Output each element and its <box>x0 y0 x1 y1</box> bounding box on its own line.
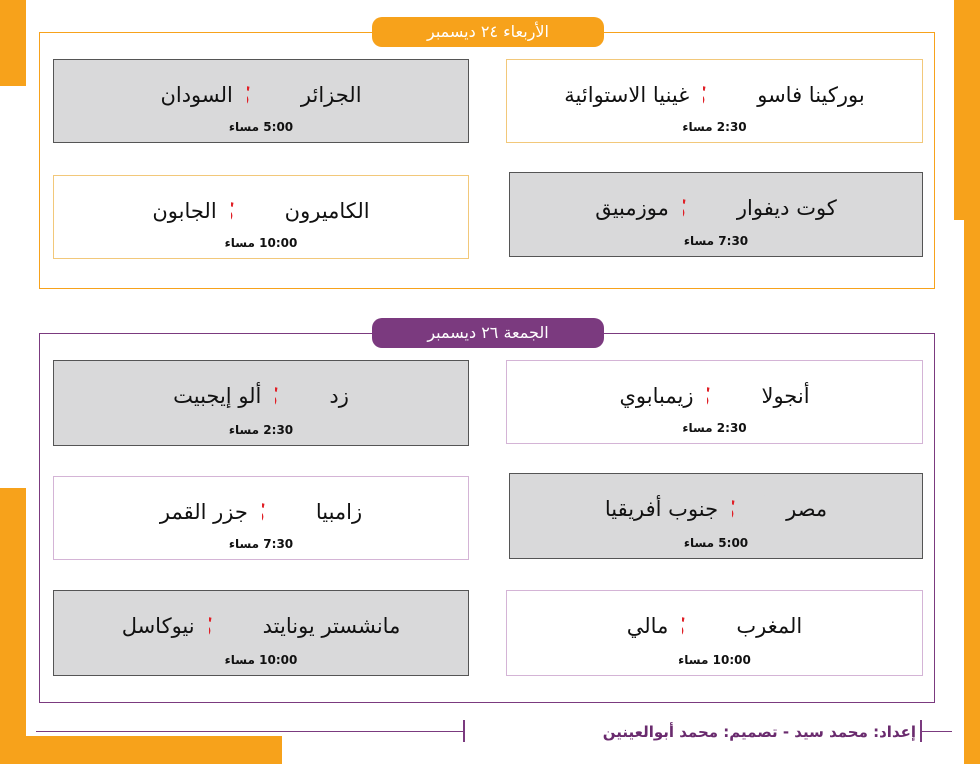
day-section-wednesday <box>39 32 935 289</box>
vs-icon <box>209 606 249 646</box>
home-team: كوت ديفوار <box>736 196 837 220</box>
match-time: 2:30 مساء <box>228 423 294 437</box>
svg-text:VS <box>703 80 707 113</box>
decor-orange-top-left <box>0 0 26 86</box>
svg-text:VS <box>262 497 266 530</box>
decor-orange-bottom-left <box>0 488 26 764</box>
home-team: مانشستر يونايتد <box>262 614 401 638</box>
day-header-wednesday: الأربعاء ٢٤ ديسمبر <box>372 17 604 47</box>
away-team: السودان <box>160 83 233 107</box>
svg-text:VS <box>707 381 711 414</box>
match-card <box>53 175 469 259</box>
credit-divider-right <box>922 731 952 732</box>
vs-icon <box>275 376 315 416</box>
credit-divider-left <box>36 731 464 732</box>
vs-icon <box>247 75 287 115</box>
credits-text: إعداد: محمد سيد - تصميم: محمد أبوالعينين <box>602 723 916 741</box>
match-time: 10:00 مساء <box>224 236 298 250</box>
home-team: أنجولا <box>761 384 810 408</box>
vs-icon <box>231 191 271 231</box>
away-team: زيمبابوي <box>619 384 694 408</box>
match-time: 5:00 مساء <box>228 120 294 134</box>
home-team: زد <box>329 384 349 408</box>
away-team: نيوكاسل <box>121 614 195 638</box>
match-card <box>509 473 923 559</box>
match-time: 10:00 مساء <box>678 653 751 667</box>
match-time: 2:30 مساء <box>682 120 747 134</box>
home-team: مصر <box>786 497 828 521</box>
match-time: 10:00 مساء <box>224 653 298 667</box>
decor-orange-right-strip <box>954 0 964 220</box>
match-card <box>509 172 923 257</box>
home-team: زامبيا <box>315 500 363 524</box>
vs-icon <box>707 376 747 416</box>
match-time: 5:00 مساء <box>683 536 749 550</box>
match-card <box>53 360 469 446</box>
match-card <box>53 59 469 143</box>
match-card <box>506 590 923 676</box>
svg-text:VS <box>275 381 279 414</box>
away-team: مالي <box>626 614 669 638</box>
away-team: الجابون <box>152 199 217 223</box>
away-team: جنوب أفريقيا <box>604 497 719 521</box>
match-card <box>506 360 923 444</box>
vs-icon <box>682 606 722 646</box>
home-team: بوركينا فاسو <box>757 83 865 107</box>
svg-text:VS <box>682 611 686 644</box>
day-header-friday: الجمعة ٢٦ ديسمبر <box>372 318 604 348</box>
away-team: جزر القمر <box>159 500 248 524</box>
match-time: 7:30 مساء <box>683 234 749 248</box>
svg-text:VS <box>683 193 687 226</box>
match-time: 2:30 مساء <box>682 421 747 435</box>
home-team: الجزائر <box>300 83 362 107</box>
match-card <box>506 59 923 143</box>
svg-text:VS <box>247 80 251 113</box>
vs-icon <box>732 489 772 529</box>
day-section-friday <box>39 333 935 703</box>
away-team: ألو إيجبيت <box>173 384 262 408</box>
away-team: موزمبيق <box>595 196 669 220</box>
decor-orange-bottom-bar <box>0 736 282 764</box>
home-team: المغرب <box>736 614 803 638</box>
vs-icon <box>703 75 743 115</box>
svg-text:VS <box>732 494 736 527</box>
decor-orange-right <box>964 0 980 764</box>
match-card <box>53 590 469 676</box>
vs-icon <box>262 492 302 532</box>
credit-divider-tick-left <box>463 720 465 742</box>
away-team: غينيا الاستوائية <box>564 83 690 107</box>
vs-icon <box>683 188 723 228</box>
home-team: الكاميرون <box>284 199 370 223</box>
svg-text:VS <box>231 196 235 229</box>
match-time: 7:30 مساء <box>228 537 294 551</box>
svg-text:VS <box>209 611 213 644</box>
match-card <box>53 476 469 560</box>
